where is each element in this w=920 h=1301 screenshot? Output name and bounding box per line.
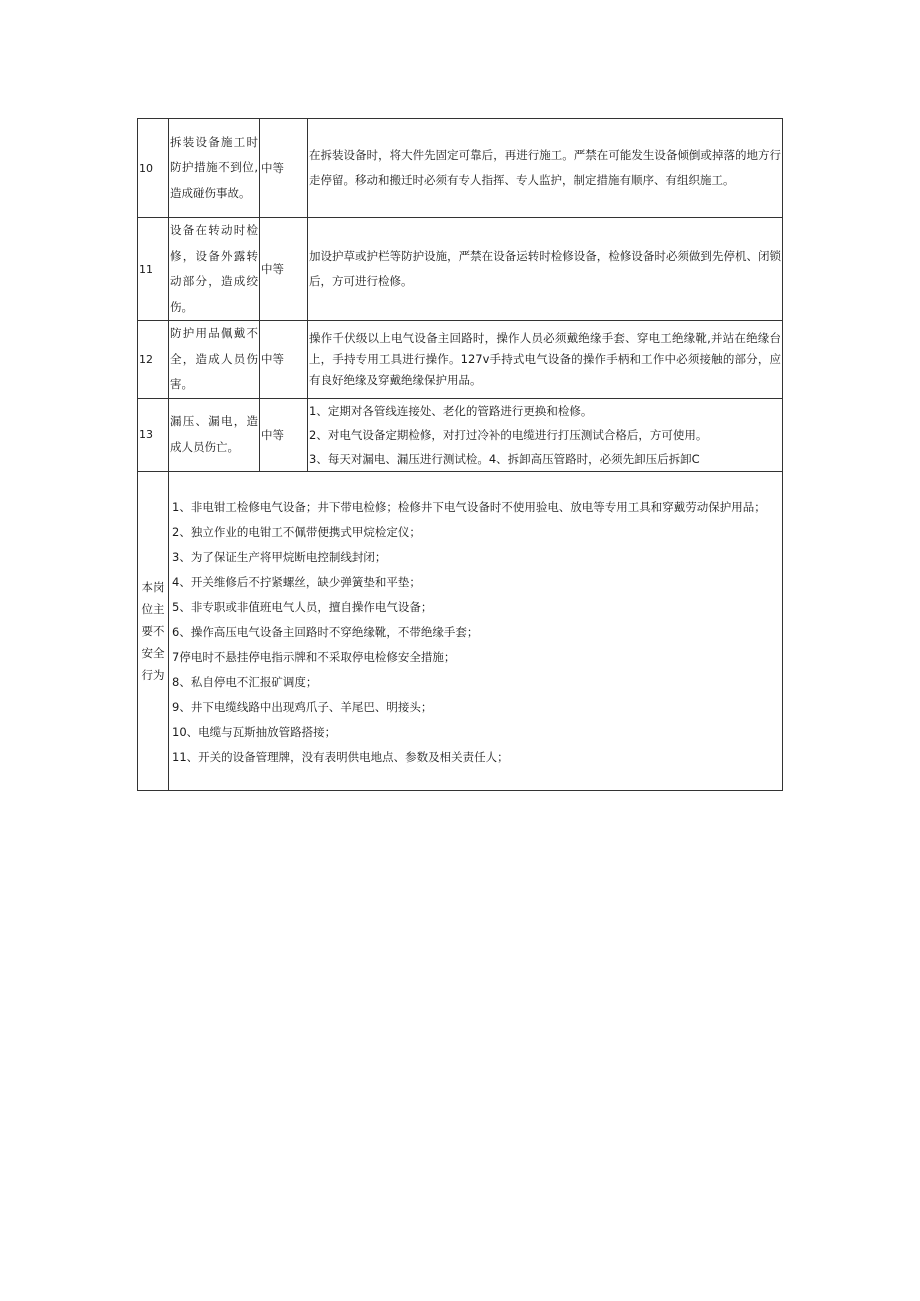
list-item: 10、电缆与瓦斯抽放管路搭接； (172, 725, 337, 739)
list-item: 9、井下电缆线路中出现鸡爪子、羊尾巴、明接头； (172, 700, 433, 714)
list-item: 3、为了保证生产将甲烷断电控制线封闭； (172, 550, 387, 564)
measure-line: 3、每天对漏电、漏压进行测试检。4、拆卸高压管路时，必须先卸压后拆卸C (309, 451, 700, 466)
row-number: 13 (138, 398, 169, 471)
measure-line: 2、对电气设备定期检修，对打过冷补的电缆进行打压测试合格后，方可使用。 (309, 427, 708, 442)
risk-level: 中等 (260, 218, 308, 321)
list-item: 6、操作高压电气设备主回路时不穿绝缘靴，不带绝缘手套； (172, 625, 479, 639)
risk-description: 漏压、漏电，造成人员伤亡。 (169, 398, 260, 471)
risk-control-table (137, 118, 783, 791)
row-number: 12 (138, 321, 169, 399)
control-measure: 操作千伏级以上电气设备主回路时，操作人员必须戴绝缘手套、穿电工绝缘靴,并站在绝缘台上，手持专用工具进行操作。127v手持式电气设备的操作手柄和工作中必须接触的部分，应有良好绝缘及穿戴绝缘保护用品。 (308, 321, 783, 399)
control-measure: 加设护草或护栏等防护设施，严禁在设备运转时检修设备，检修设备时必须做到先停机、闭锁后，方可进行检修。 (308, 218, 783, 321)
row-number: 10 (138, 119, 169, 218)
risk-level: 中等 (260, 398, 308, 471)
list-item: 5、非专职或非值班电气人员，擅自操作电气设备； (172, 600, 433, 614)
list-item: 7停电时不悬挂停电指示牌和不采取停电检修安全措施； (172, 650, 456, 664)
risk-description: 拆装设备施工时防护措施不到位,造成碰伤事故。 (169, 119, 260, 218)
measure-line: 1、定期对各管线连接处、老化的管路进行更换和检修。 (309, 403, 593, 418)
risk-level: 中等 (260, 119, 308, 218)
control-measure: 在拆装设备时，将大件先固定可靠后，再进行施工。严禁在可能发生设备倾倒或掉落的地方行走停留。移动和搬迁时必须有专人指挥、专人监护，制定措施有顺序、有组织施工。 (308, 119, 783, 218)
list-item: 1、非电钳工检修电气设备；井下带电检修；检修井下电气设备时不使用验电、放电等专用工具和穿戴劳动保护用品； (172, 500, 766, 514)
list-item: 8、私自停电不汇报矿调度； (172, 675, 318, 689)
table-row (138, 398, 783, 471)
unsafe-behavior-row (138, 471, 783, 790)
risk-description: 防护用品佩戴不全，造成人员伤害。 (169, 321, 260, 399)
row-number: 11 (138, 218, 169, 321)
control-measure (308, 398, 783, 471)
risk-level: 中等 (260, 321, 308, 399)
table-row (138, 218, 783, 321)
risk-description: 设备在转动时检修，设备外露转动部分，造成绞伤。 (169, 218, 260, 321)
list-item: 11、开关的设备管理牌，没有表明供电地点、参数及相关责任人； (172, 750, 509, 764)
table-row (138, 119, 783, 218)
table-row (138, 321, 783, 399)
unsafe-behavior-label: 本岗位主要不安全行为 (138, 471, 169, 790)
list-item: 2、独立作业的电钳工不佩带便携式甲烷检定仪； (172, 525, 421, 539)
unsafe-behavior-list (169, 471, 783, 790)
list-item: 4、开关维修后不拧紧螺丝，缺少弹簧垫和平垫； (172, 575, 421, 589)
